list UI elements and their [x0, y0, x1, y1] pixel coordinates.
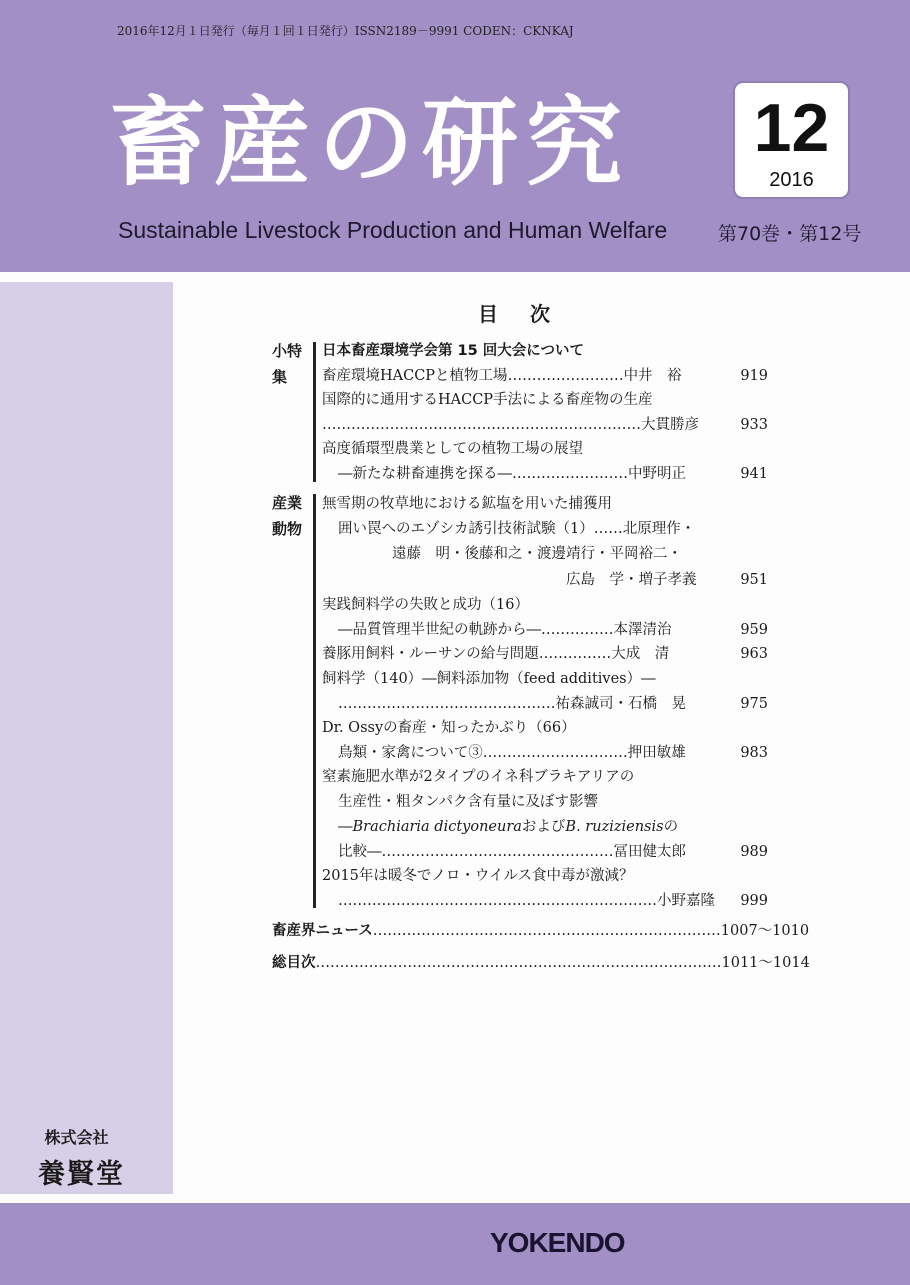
entry-title: 飼料学（140）―飼料添加物（feed additives）― [322, 671, 656, 687]
entry-subtitle: ―新たな耕畜連携を探る― [338, 466, 512, 482]
leader-dots: ………………………………………… [381, 844, 614, 860]
entry-subtitle: ―品質管理半世紀の軌跡から― [338, 622, 541, 638]
entry-author: 大貫勝彦 [641, 417, 699, 433]
entry-title: 国際的に通用するHACCP手法による畜産物の生産 [322, 392, 653, 408]
entry-title: Dr. Ossyの畜産・知ったかぶり（66） [322, 720, 576, 736]
section-label-line: 小特 [272, 342, 303, 360]
leader-dots: ………………………………………………………… [322, 417, 641, 433]
entry-title: 畜産環境HACCPと植物工場 [322, 368, 508, 384]
entry-author: 押田敏雄 [627, 745, 686, 761]
issue-year: 2016 [769, 169, 814, 191]
leader-dots: ………………………………………………………………………… [315, 955, 722, 971]
section-label-line: 動物 [272, 520, 303, 538]
section-divider-bar [313, 342, 316, 482]
issue-number: 12 [753, 90, 830, 166]
dash: ― [338, 819, 353, 835]
toc-entry [338, 694, 686, 714]
entry-author: 小野嘉隆 [657, 893, 715, 909]
leader-dots: …………………… [512, 466, 628, 482]
section-label-line: 集 [272, 368, 288, 386]
issue-badge [733, 81, 850, 199]
page-number: 999 [740, 893, 768, 909]
toc-entry [322, 366, 682, 386]
section-label-industry [272, 490, 302, 542]
leader-dots: …………… [538, 646, 612, 662]
entry-title: 窒素施肥水準が2タイプのイネ科ブラキアリアの [322, 769, 635, 785]
toc-entry [338, 891, 715, 911]
page-number: 983 [740, 745, 768, 761]
magazine-subtitle: Sustainable Livestock Production and Human Welfare [118, 217, 668, 243]
magazine-title: 畜産の研究 [110, 87, 630, 199]
entry-author: 中野明正 [628, 466, 686, 482]
entry-author: 祐森誠司・石橋 晃 [555, 696, 686, 712]
entry-title: 2015年は暖冬でノロ・ウイルス食中毒が激減？ [322, 868, 634, 884]
leader-dots: ……………………………………………………………… [372, 923, 721, 939]
entry-author: 冨田健太郎 [613, 844, 686, 860]
entry-authors: 広島 学・増子孝義 [566, 572, 697, 588]
entry-title: 総目次 [272, 955, 316, 971]
volume-number: 第70巻・第12号 [718, 223, 862, 245]
entry-authors: 遠藤 明・後藤和之・渡邊靖行・平岡裕二・ [392, 546, 682, 562]
entry-subtitle: 生産性・粗タンパク含有量に及ぼす影響 [338, 794, 598, 810]
toc-heading: 目次 [478, 302, 582, 326]
page-number: 919 [740, 368, 768, 384]
entry-subtitle: 比較― [338, 844, 382, 860]
entry-title: 畜産界ニュース [272, 923, 373, 939]
toc-entry [338, 620, 672, 640]
leader-dots: ……………………………………… [338, 696, 556, 712]
entry-author: 本澤清治 [613, 622, 672, 638]
toc-entry [338, 464, 686, 484]
leader-dots: ………………………………………………………… [338, 893, 657, 909]
leader-dots: …………………… [507, 368, 624, 384]
page-range: 1007～1010 [720, 923, 810, 939]
toc-entry [322, 644, 669, 664]
entry-author: 大成 清 [611, 646, 670, 662]
entry-title: 高度循環型農業としての植物工場の展望 [322, 441, 583, 457]
toc-entry-news [272, 921, 809, 941]
entry-subtitle [338, 817, 678, 837]
entry-subtitle: 囲い罠へのエゾシカ誘引技術試験（1）……北原理作・ [338, 521, 696, 537]
toc-entry [338, 743, 686, 763]
left-sidebar-panel [0, 282, 173, 1194]
entry-title: 実践飼料学の失敗と成功（16） [322, 597, 529, 613]
publisher-company-name: 養賢堂 [38, 1159, 125, 1190]
entry-title: 養豚用飼料・ルーサンの給与問題 [322, 646, 539, 662]
section-label-line: 産業 [272, 494, 303, 512]
publisher-name [0, 1125, 173, 1191]
toc-entry [338, 842, 686, 862]
toc-entry [322, 415, 699, 435]
page-number: 941 [740, 466, 768, 482]
page-number: 933 [740, 417, 768, 433]
entry-subtitle: 鳥類・家禽について③ [338, 745, 483, 761]
page-number: 951 [740, 572, 768, 588]
entry-title: 無雪期の牧草地における鉱塩を用いた捕獲用 [322, 496, 612, 512]
section-heading: 日本畜産環境学会第 15 回大会について [322, 343, 584, 359]
page-number: 975 [740, 696, 768, 712]
cover-footer [0, 1203, 910, 1285]
leader-dots: …………… [541, 622, 614, 638]
leader-dots: ………………………… [482, 745, 628, 761]
section-divider-bar [313, 494, 316, 908]
publisher-logo: YOKENDO [490, 1227, 625, 1258]
page-number: 963 [740, 646, 768, 662]
section-label-special [272, 338, 302, 390]
page-number: 959 [740, 622, 768, 638]
toc-entry-index [272, 953, 810, 973]
particle: の [663, 819, 679, 835]
species-name: B. ruziziensis [565, 819, 664, 835]
species-name: Brachiaria dictyoneura [352, 819, 522, 835]
cover-header [0, 0, 910, 272]
entry-author: 中井 裕 [623, 368, 682, 384]
page-number: 989 [740, 844, 768, 860]
publisher-company-type: 株式会社 [44, 1128, 109, 1147]
page-range: 1011～1014 [721, 955, 810, 971]
conjunction: および [521, 819, 566, 835]
publication-info: 2016年12月１日発行（毎月１回１日発行）ISSN2189－9991 CODEN：CKNKAJ [117, 24, 574, 38]
